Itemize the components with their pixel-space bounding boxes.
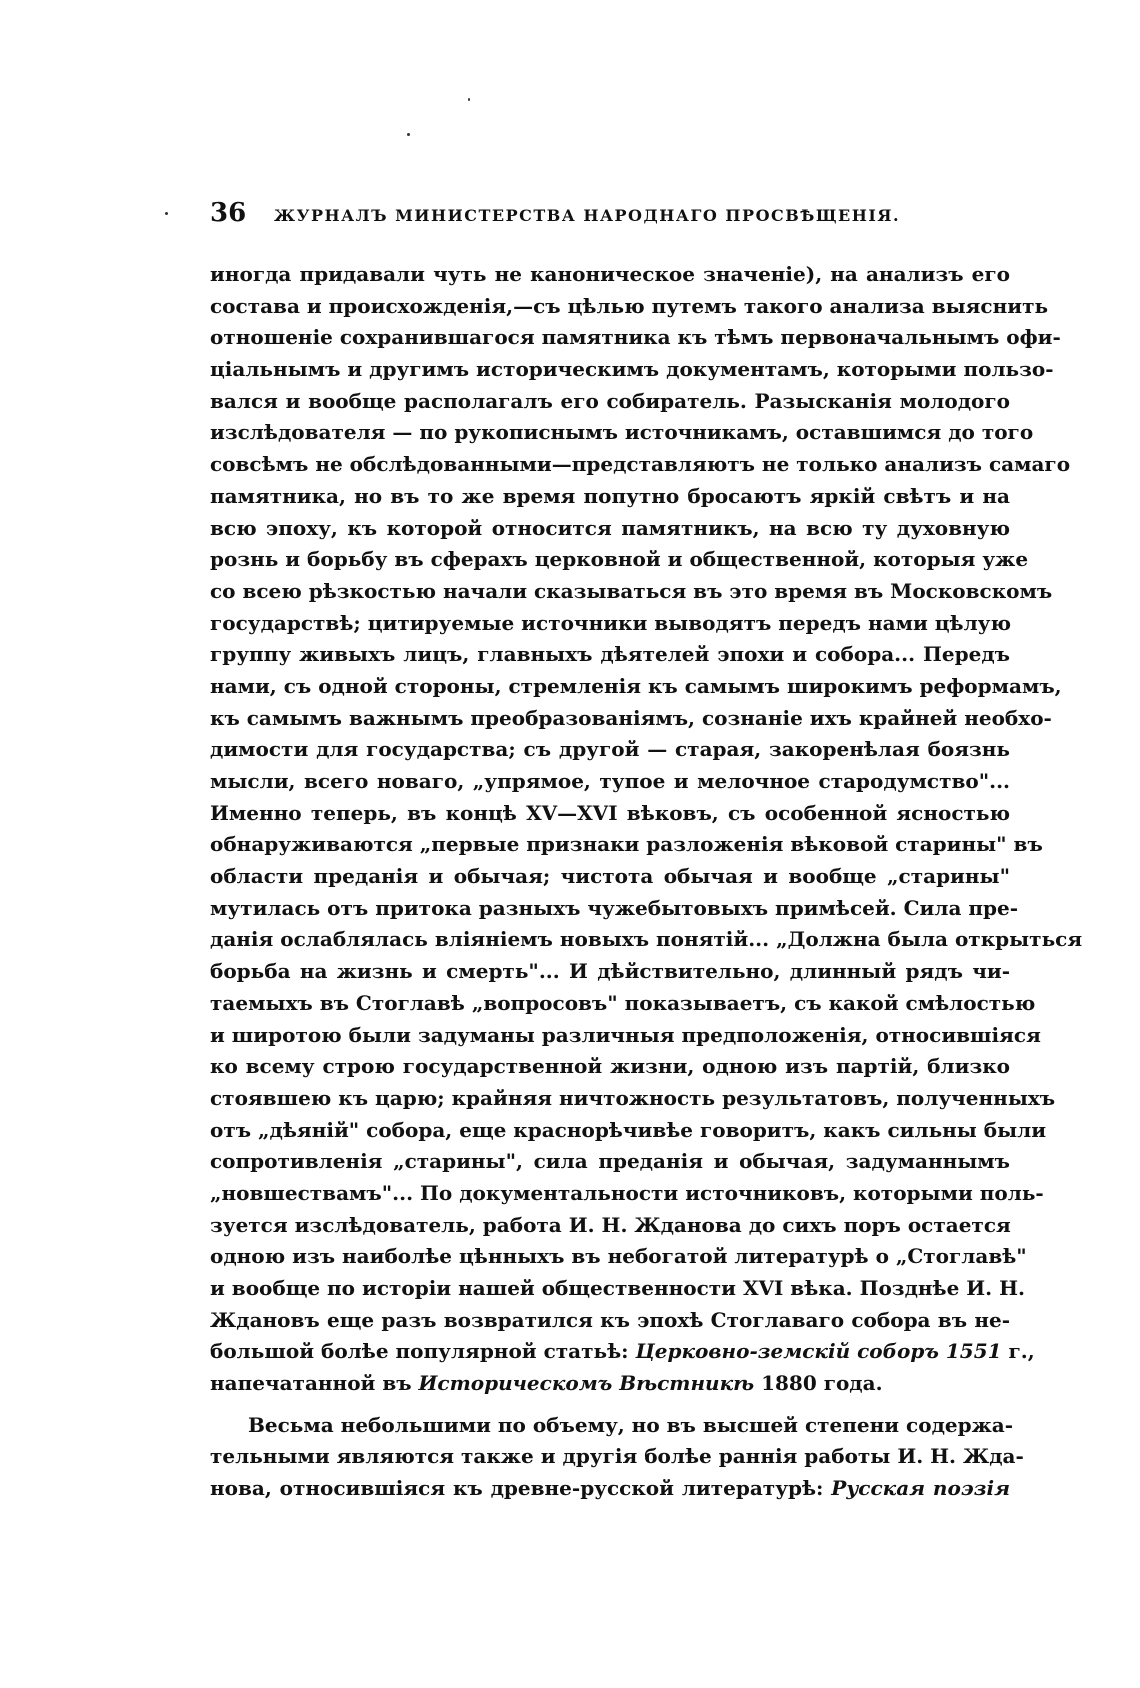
text-line: иногда придавали чуть не каноническое значеніе), на анализъ его xyxy=(210,262,1010,286)
text-line: памятника, но въ то же время попутно бросаютъ яркій свѣтъ и на xyxy=(210,483,1010,508)
text-line xyxy=(210,1368,1010,1400)
text-line: рознь и борьбу въ сферахъ церковной и общественной, которыя уже xyxy=(210,547,1029,572)
text-line: ко всему строю государственной жизни, одною изъ партій, близко xyxy=(210,1054,1010,1079)
italic-title: Церковно-земскій соборъ 1551 xyxy=(635,1339,1002,1364)
text-line: нами, съ одной стороны, стремленія къ самымъ широкимъ реформамъ, xyxy=(210,673,1062,698)
text-line: къ самымъ важнымъ преобразованіямъ, сознаніе ихъ крайней необхо- xyxy=(210,705,1052,730)
text-line: стоявшею къ царю; крайняя ничтожность результатовъ, полученныхъ xyxy=(210,1085,1056,1110)
text-line: и широтою были задуманы различныя предположенія, относившіяся xyxy=(210,1022,1041,1047)
page-header xyxy=(210,198,1010,238)
page-number: 36 xyxy=(210,198,247,228)
scan-speck xyxy=(407,133,410,136)
text-line: и вообще по исторіи нашей общественности XVI вѣка. Позднѣе И. Н. xyxy=(210,1276,1025,1300)
text-line: тельными являются также и другія болѣе раннія работы И. Н. Жда- xyxy=(210,1444,1024,1469)
text-line xyxy=(210,1336,1035,1368)
text-line: отношеніе сохранившагося памятника къ тѣмъ первоначальнымъ офи- xyxy=(210,325,1061,350)
text-line: сопротивленія „старины", сила преданія и обычая, задуманнымъ xyxy=(210,1149,1010,1174)
text-line: изслѣдователя — по рукописнымъ источникамъ, оставшимся до того xyxy=(210,420,1034,445)
text-line: Именно теперь, въ концѣ XV—XVI вѣковъ, съ особенной ясностью xyxy=(210,800,1010,825)
text-line: димости для государства; съ другой — старая, закоренѣлая боязнь xyxy=(210,737,1010,762)
italic-title: Русская поэзія xyxy=(831,1476,1010,1501)
text-line: отъ „дѣяній" собора, еще краснорѣчивѣе говоритъ, какъ сильны были xyxy=(210,1117,1047,1142)
paragraph-gap xyxy=(210,1400,1010,1410)
scan-speck xyxy=(165,212,168,215)
text-line: государствѣ; цитируемые источники выводятъ передъ нами цѣлую xyxy=(210,610,1011,635)
text-line: группу живыхъ лицъ, главныхъ дѣятелей эпохи и собора... Передъ xyxy=(210,642,1010,667)
text-span: нова, относившіяся къ древне-русской литературѣ: xyxy=(210,1476,832,1501)
text-line: состава и происхожденія,—съ цѣлью путемъ такого анализа выяснить xyxy=(210,293,1049,318)
text-line: „новшествамъ"... По документальности источниковъ, которыми поль- xyxy=(210,1180,1044,1205)
text-line: со всею рѣзкостью начали сказываться въ это время въ Московскомъ xyxy=(210,578,1053,603)
text-line: области преданія и обычая; чистота обычая и вообще „старины" xyxy=(210,864,1010,889)
text-line: обнаруживаются „первые признаки разложенія вѣковой старины" въ xyxy=(210,832,1043,857)
running-head: ЖУРНАЛЪ МИНИСТЕРСТВА НАРОДНАГО ПРОСВѢЩЕНІЯ. xyxy=(274,206,901,225)
text-line: всю эпоху, къ которой относится памятникъ, на всю ту духовную xyxy=(210,515,1010,540)
text-line: зуется изслѣдователь, работа И. Н. Жданова до сихъ поръ остается xyxy=(210,1212,1011,1237)
text-line xyxy=(210,1473,1010,1505)
italic-title: Историческомъ Вѣстникѣ xyxy=(418,1371,755,1396)
text-line: Ждановъ еще разъ возвратился къ эпохѣ Стоглаваго собора въ не- xyxy=(210,1307,1010,1332)
text-span: г., xyxy=(1001,1339,1035,1364)
text-span: большой болѣе популярной статьѣ: xyxy=(210,1339,636,1364)
text-line: мутилась отъ притока разныхъ чужебытовыхъ примѣсей. Сила пре- xyxy=(210,895,1019,920)
text-line: борьба на жизнь и смерть"... И дѣйствительно, длинный рядъ чи- xyxy=(210,959,1010,984)
text-line: мысли, всего новаго, „упрямое, тупое и мелочное стародумство"... xyxy=(210,769,1010,793)
text-line: одною изъ наиболѣе цѣнныхъ въ небогатой литературѣ о „Стоглавѣ" xyxy=(210,1244,1027,1269)
text-span: 1880 года. xyxy=(754,1371,883,1396)
scan-speck xyxy=(468,98,470,101)
text-line: Весьма небольшими по объему, но въ высшей степени содержа- xyxy=(248,1412,1014,1437)
text-line: вался и вообще располагалъ его собиратель. Разысканія молодого xyxy=(210,388,1010,413)
text-span: напечатанной въ xyxy=(210,1371,419,1396)
text-line: данія ослаблялась вліяніемъ новыхъ понятій... „Должна была открыться xyxy=(210,927,1083,952)
text-line: ціальнымъ и другимъ историческимъ документамъ, которыми пользо- xyxy=(210,357,1054,382)
body-text xyxy=(210,259,1083,1505)
text-line: таемыхъ въ Стоглавѣ „вопросовъ" показываетъ, съ какой смѣлостью xyxy=(210,990,1036,1015)
text-line: совсѣмъ не обслѣдованными—представляютъ не только анализъ самаго xyxy=(210,452,1071,477)
